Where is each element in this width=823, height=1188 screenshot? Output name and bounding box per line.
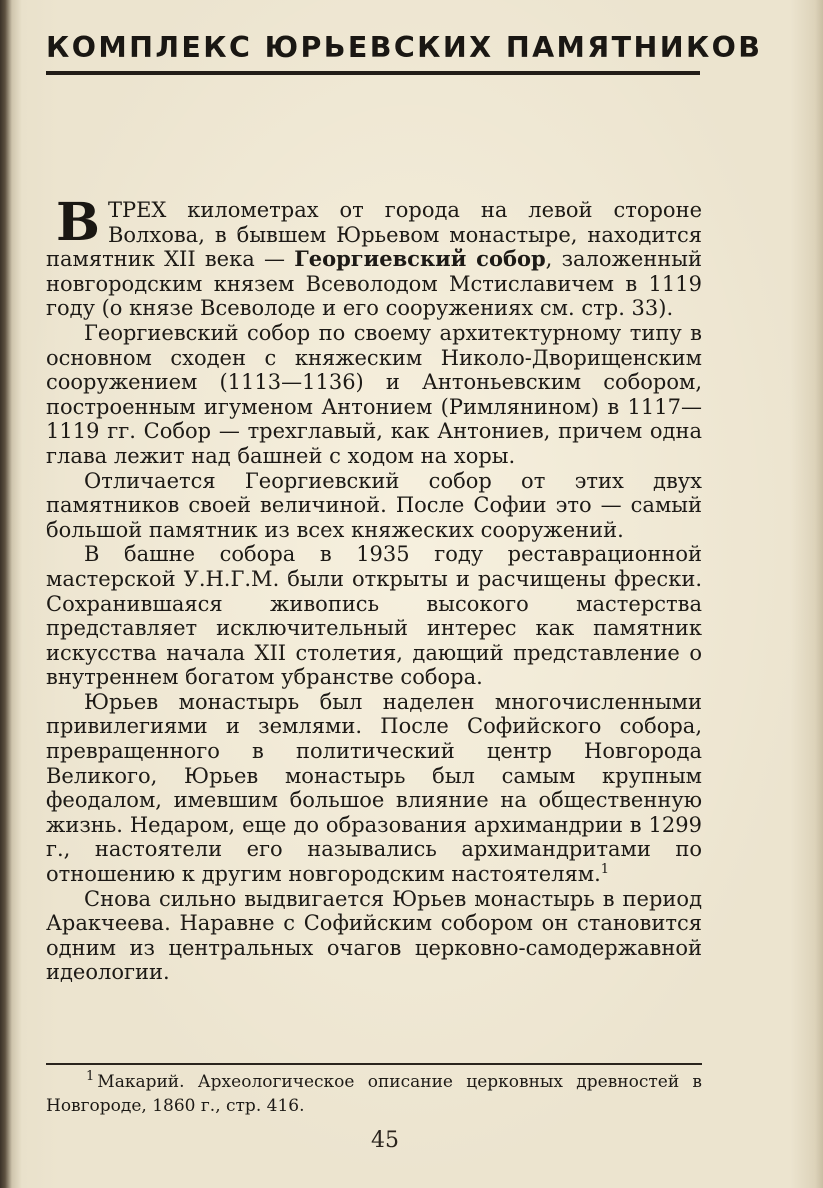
paragraph-5-text: Юрьев монастырь был наделен многочисленными привилегиями и землями. После Софийского собора, превращенного в политический центр Новгорода Великого, Юрьев монастырь был самым крупным феодалом, имевшим большое влияние на общественную жизнь. Недаром, еще до образования архимандрии в 1299 г., настоятели его назывались архимандритами по отношению к другим новгородским настоятелям. (46, 689, 702, 887)
footnote-marker: 1 (86, 1069, 95, 1085)
footnote-rule (46, 1063, 702, 1065)
paragraph-4: В башне собора в 1935 году реставрационной мастерской У.Н.Г.М. были открыты и расчищены фрески. Сохранившаяся живопись высокого мастерства представляет исключительный интерес как памятник искусства начала XII столетия, дающий представление о внутреннем богатом убранстве собора. (46, 542, 702, 690)
paragraph-6: Снова сильно выдвигается Юрьев монастырь в период Аракчеева. Наравне с Софийским собором он становится одним из центральных очагов церковно-самодержавной идеологии. (46, 886, 702, 985)
drop-cap: В (56, 192, 100, 253)
body-text (46, 192, 702, 985)
running-header: КОМПЛЕКС ЮРЬЕВСКИХ ПАМЯТНИКОВ (46, 31, 763, 64)
paragraph-2: Георгиевский собор по своему архитектурному типу в основном сходен с княжеским Николо-Дворищенским сооружением (1113—1136) и Антоньевским собором, построенным игуменом Антонием (Римлянином) в 1117—1119 гг. Собор — трехглавый, как Антониев, причем одна глава лежит над башней с ходом на хоры. (46, 320, 702, 468)
paragraph-1-text-b: , заложенный новгородским князем Всеволодом Мстиславичем в 1119 году (о князе Всеволоде и его сооружениях см. стр. 33). (46, 247, 702, 321)
paragraph-5 (46, 690, 702, 887)
footnote-text: Макарий. Археологическое описание церковных древностей в Новгороде, 1860 г., стр. 416. (46, 1072, 702, 1116)
paragraph-1-text-a: ТРЕХ километрах от города на левой стороне Волхова, в бывшем Юрьевом монастыре, находится памятник XII века — (46, 198, 702, 272)
footnote-reference: 1 (600, 862, 610, 878)
paragraph-3: Отличается Георгиевский собор от этих двух памятников своей величиной. После Софии это — самый большой памятник из всех княжеских сооружений. (46, 468, 702, 542)
footnote (46, 1070, 702, 1118)
header-rule (46, 71, 700, 75)
paragraph-1-bold-term: Георгиевский собор (294, 246, 546, 272)
paragraph-1 (46, 192, 702, 321)
page-number: 45 (371, 1128, 399, 1153)
